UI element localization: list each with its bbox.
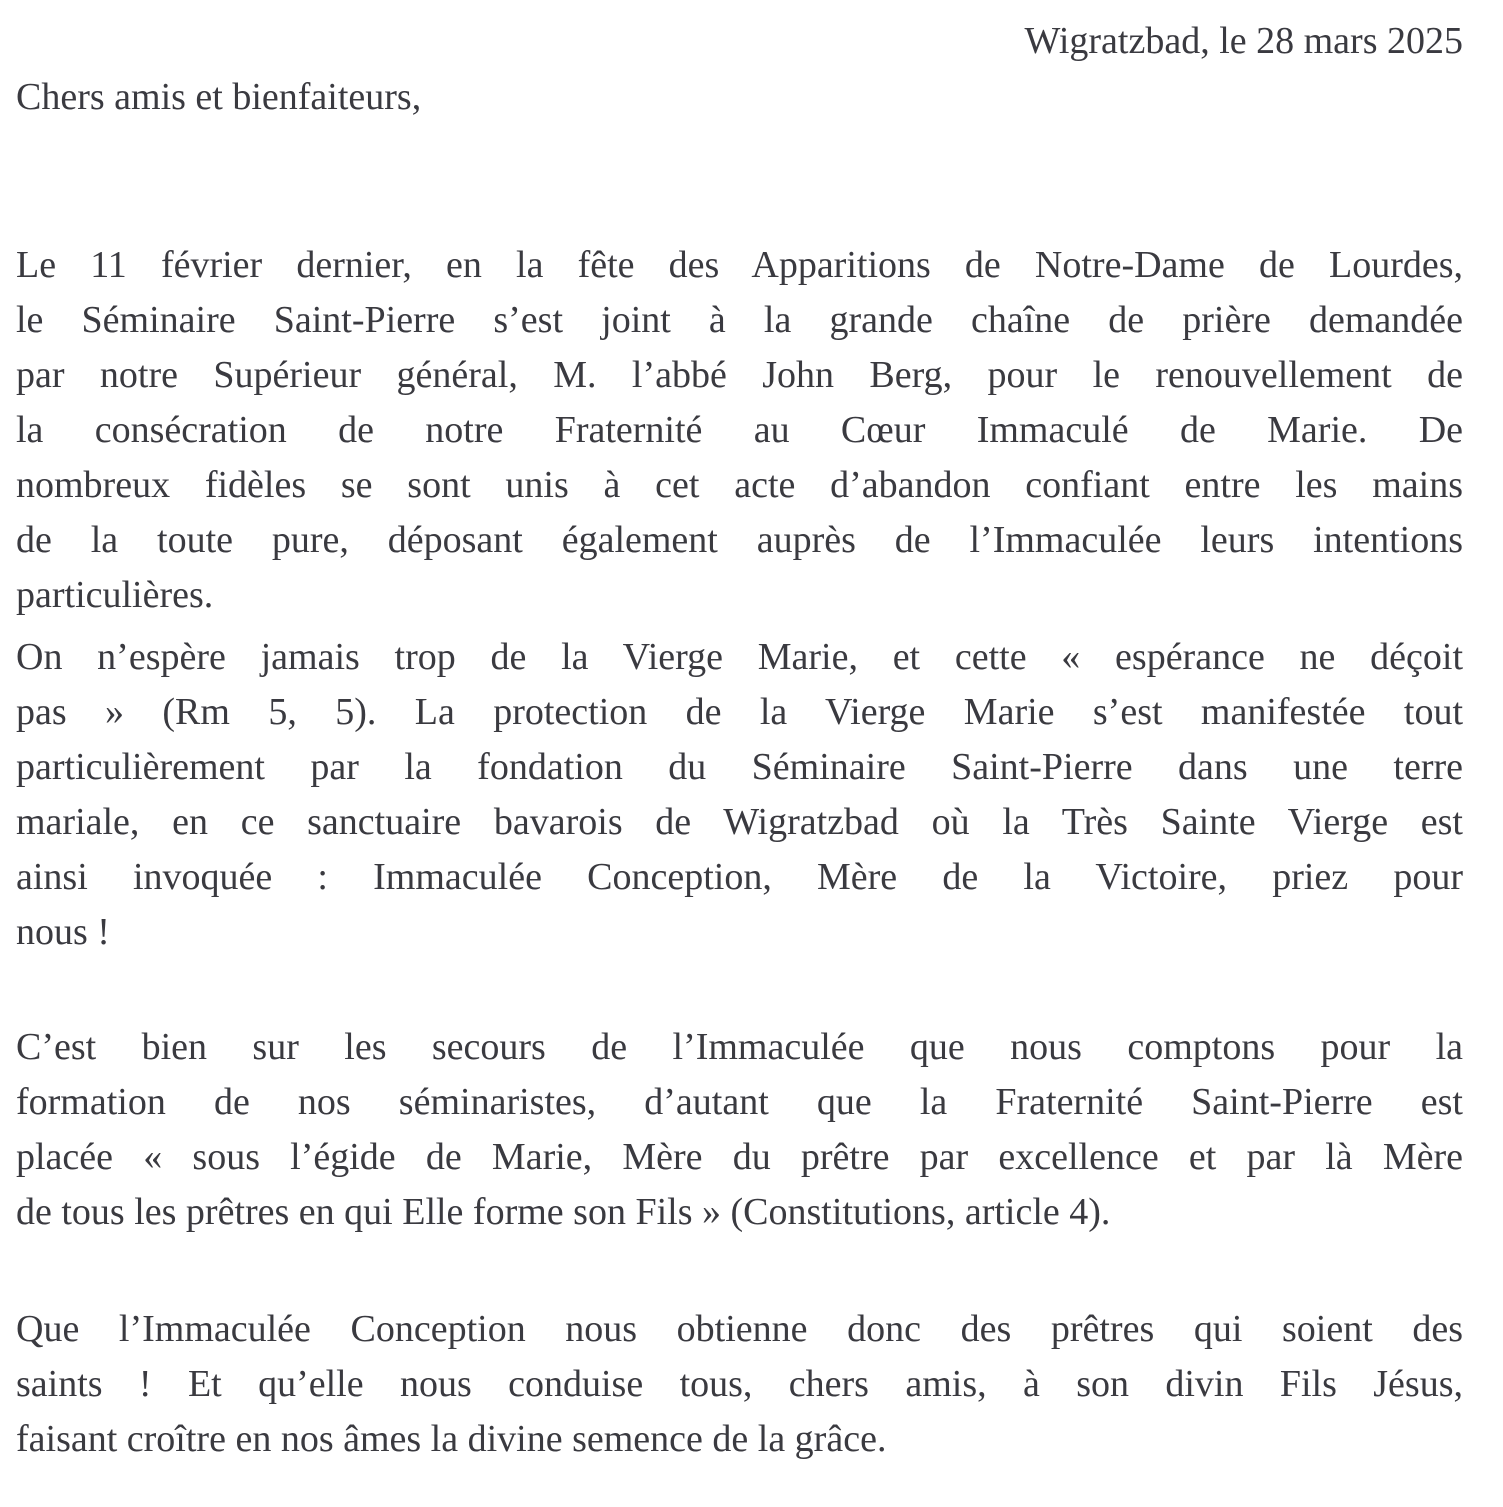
paragraph-line: On n’espère jamais trop de la Vierge Marie, et cette « espérance ne déçoit xyxy=(16,636,1463,678)
paragraph-line: de tous les prêtres en qui Elle forme son Fils » (Constitutions, article 4). xyxy=(16,1191,1111,1233)
letter-paragraph-4 xyxy=(16,1302,1463,1467)
paragraph-line: ainsi invoquée : Immaculée Conception, Mère de la Victoire, priez pour xyxy=(16,856,1463,898)
paragraph-line: de la toute pure, déposant également auprès de l’Immaculée leurs intentions xyxy=(16,519,1463,561)
letter-page xyxy=(16,0,1463,1507)
paragraph-line: placée « sous l’égide de Marie, Mère du prêtre par excellence et par là Mère xyxy=(16,1136,1463,1178)
paragraph-line: saints ! Et qu’elle nous conduise tous, chers amis, à son divin Fils Jésus, xyxy=(16,1363,1463,1405)
paragraph-line: formation de nos séminaristes, d’autant que la Fraternité Saint-Pierre est xyxy=(16,1081,1463,1123)
paragraph-line: nous ! xyxy=(16,911,110,953)
paragraph-line: particulières. xyxy=(16,574,214,616)
paragraph-line: Le 11 février dernier, en la fête des Apparitions de Notre-Dame de Lourdes, xyxy=(16,244,1463,286)
paragraph-line: le Séminaire Saint-Pierre s’est joint à la grande chaîne de prière demandée xyxy=(16,299,1463,341)
paragraph-line: faisant croître en nos âmes la divine semence de la grâce. xyxy=(16,1418,887,1460)
paragraph-line: pas » (Rm 5, 5). La protection de la Vierge Marie s’est manifestée tout xyxy=(16,691,1463,733)
paragraph-line: nombreux fidèles se sont unis à cet acte d’abandon confiant entre les mains xyxy=(16,464,1463,506)
letter-paragraph-2 xyxy=(16,630,1463,960)
paragraph-line: C’est bien sur les secours de l’Immaculée que nous comptons pour la xyxy=(16,1026,1463,1068)
paragraph-line: mariale, en ce sanctuaire bavarois de Wigratzbad où la Très Sainte Vierge est xyxy=(16,801,1463,843)
paragraph-line: par notre Supérieur général, M. l’abbé John Berg, pour le renouvellement de xyxy=(16,354,1463,396)
paragraph-line: Que l’Immaculée Conception nous obtienne donc des prêtres qui soient des xyxy=(16,1308,1463,1350)
letter-paragraph-1 xyxy=(16,238,1463,623)
letter-place-date: Wigratzbad, le 28 mars 2025 xyxy=(1024,20,1463,62)
paragraph-line: particulièrement par la fondation du Séminaire Saint-Pierre dans une terre xyxy=(16,746,1463,788)
letter-salutation: Chers amis et bienfaiteurs, xyxy=(16,76,422,118)
letter-paragraph-3 xyxy=(16,1020,1463,1240)
paragraph-line: la consécration de notre Fraternité au Cœur Immaculé de Marie. De xyxy=(16,409,1463,451)
